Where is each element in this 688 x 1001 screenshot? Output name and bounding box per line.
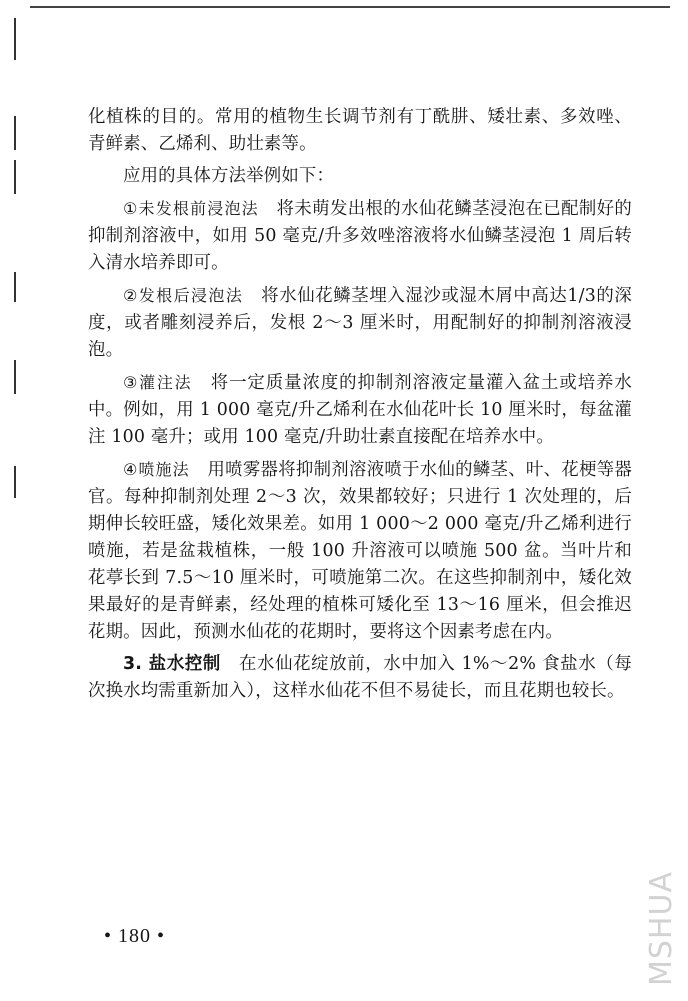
paragraph bbox=[88, 104, 632, 158]
margin-line bbox=[14, 160, 16, 194]
paragraph-text: 用喷雾器将抑制剂溶液喷于水仙的鳞茎、叶、花梗等器官。每种抑制剂处理 2～3 次，效果都较好；只进行 1 次处理的，后期伸长较旺盛，矮化效果差。如用 1 000～2 000 毫克/升乙烯利进行喷施，若是盆栽植株，一般 100 升溶液可以喷施 500 盆。当叶片和花葶长到 7.5～10 厘米时，可喷施第二次。在这些抑制剂中，矮化效果最好的是青鲜素，经处理的植株可矮化至 13～16 厘米，但会推迟花期。因此，预测水仙花的花期时，要将这个因素考虑在内。 bbox=[88, 460, 632, 642]
margin-line bbox=[14, 466, 16, 498]
margin-line bbox=[14, 18, 16, 60]
paragraph bbox=[88, 195, 632, 277]
paragraph bbox=[88, 282, 632, 364]
paragraph-text: 将未萌发出根的水仙花鳞茎浸泡在已配制好的抑制剂溶液中，如用 50 毫克/升多效唑溶液将水仙鳞茎浸泡 1 周后转入清水培养即可。 bbox=[88, 199, 632, 273]
paragraph-lead: ②发根后浸泡法 bbox=[123, 286, 244, 305]
top-border-line bbox=[30, 6, 670, 8]
section-heading: 3. 盐水控制 bbox=[123, 654, 221, 674]
paragraph-lead: ④喷施法 bbox=[123, 460, 190, 479]
paragraph bbox=[88, 456, 632, 646]
paragraph-text: 应用的具体方法举例如下： bbox=[123, 166, 335, 186]
paragraph bbox=[88, 369, 632, 451]
paragraph-text: 化植株的目的。常用的植物生长调节剂有丁酰肼、矮壮素、多效唑、青鲜素、乙烯利、助壮素等。 bbox=[88, 107, 632, 154]
page-body bbox=[88, 104, 632, 705]
paragraph-lead: ①未发根前浸泡法 bbox=[123, 199, 259, 218]
paragraph-text: 在水仙花绽放前，水中加入 1%～2% 食盐水（每次换水均需重新加入），这样水仙花不但不易徒长，而且花期也较长。 bbox=[88, 654, 632, 701]
paragraph-lead: ③灌注法 bbox=[123, 373, 193, 392]
paragraph-text: 将水仙花鳞茎埋入湿沙或湿木屑中高达1/3的深度，或者雕刻浸养后，发根 2～3 厘米时，用配制好的抑制剂溶液浸泡。 bbox=[88, 286, 632, 360]
page-number: • 180 • bbox=[104, 925, 166, 947]
paragraph-text: 将一定质量浓度的抑制剂溶液定量灌入盆土或培养水中。例如，用 1 000 毫克/升乙烯利在水仙花叶长 10 厘米时，每盆灌注 100 毫升；或用 100 毫克/升助壮素直接配在培养水中。 bbox=[88, 373, 632, 447]
watermark-text: MSHUA bbox=[644, 871, 679, 986]
margin-line bbox=[14, 116, 16, 150]
paragraph bbox=[88, 651, 632, 705]
paragraph bbox=[88, 163, 632, 190]
margin-line bbox=[14, 272, 16, 302]
margin-line bbox=[14, 360, 16, 394]
